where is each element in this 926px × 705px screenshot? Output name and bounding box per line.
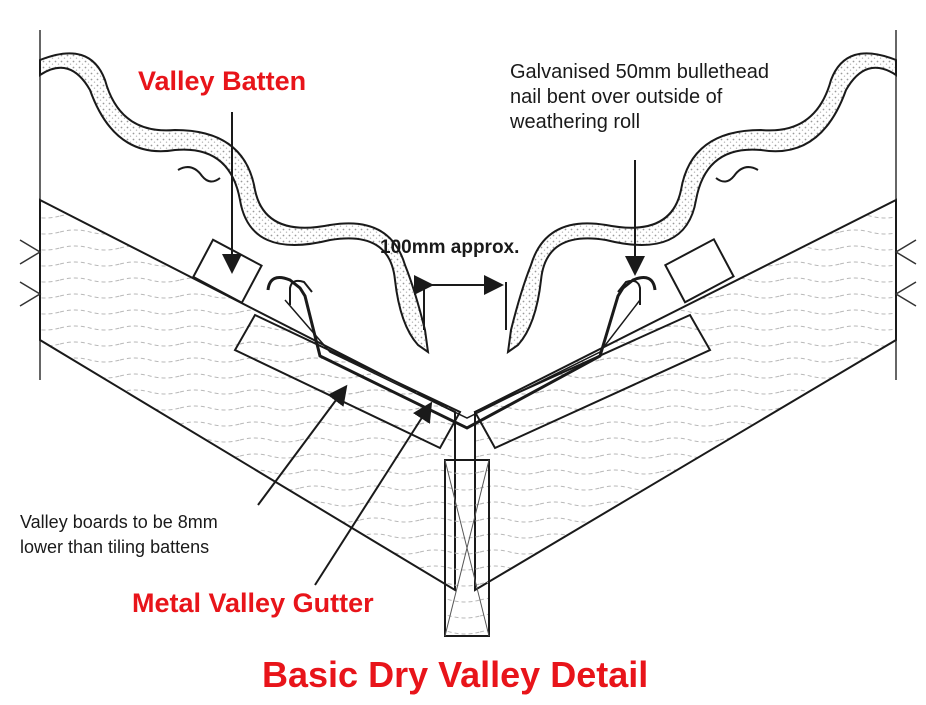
nail-label: Galvanised 50mm bullethead nail bent over outside of weathering roll [510, 61, 770, 133]
left-weathering-roll [178, 167, 220, 181]
diagram-title: Basic Dry Valley Detail [262, 654, 649, 695]
gap-label: 100mm approx. [380, 237, 520, 258]
left-break-mark [20, 240, 40, 306]
right-weathering-roll [716, 167, 758, 181]
right-break-mark [896, 240, 916, 306]
boards-label: Valley boards to be 8mm lower than tiling battens [20, 512, 218, 557]
valley-batten-label: Valley Batten [138, 66, 307, 96]
gutter-label: Metal Valley Gutter [132, 588, 374, 618]
